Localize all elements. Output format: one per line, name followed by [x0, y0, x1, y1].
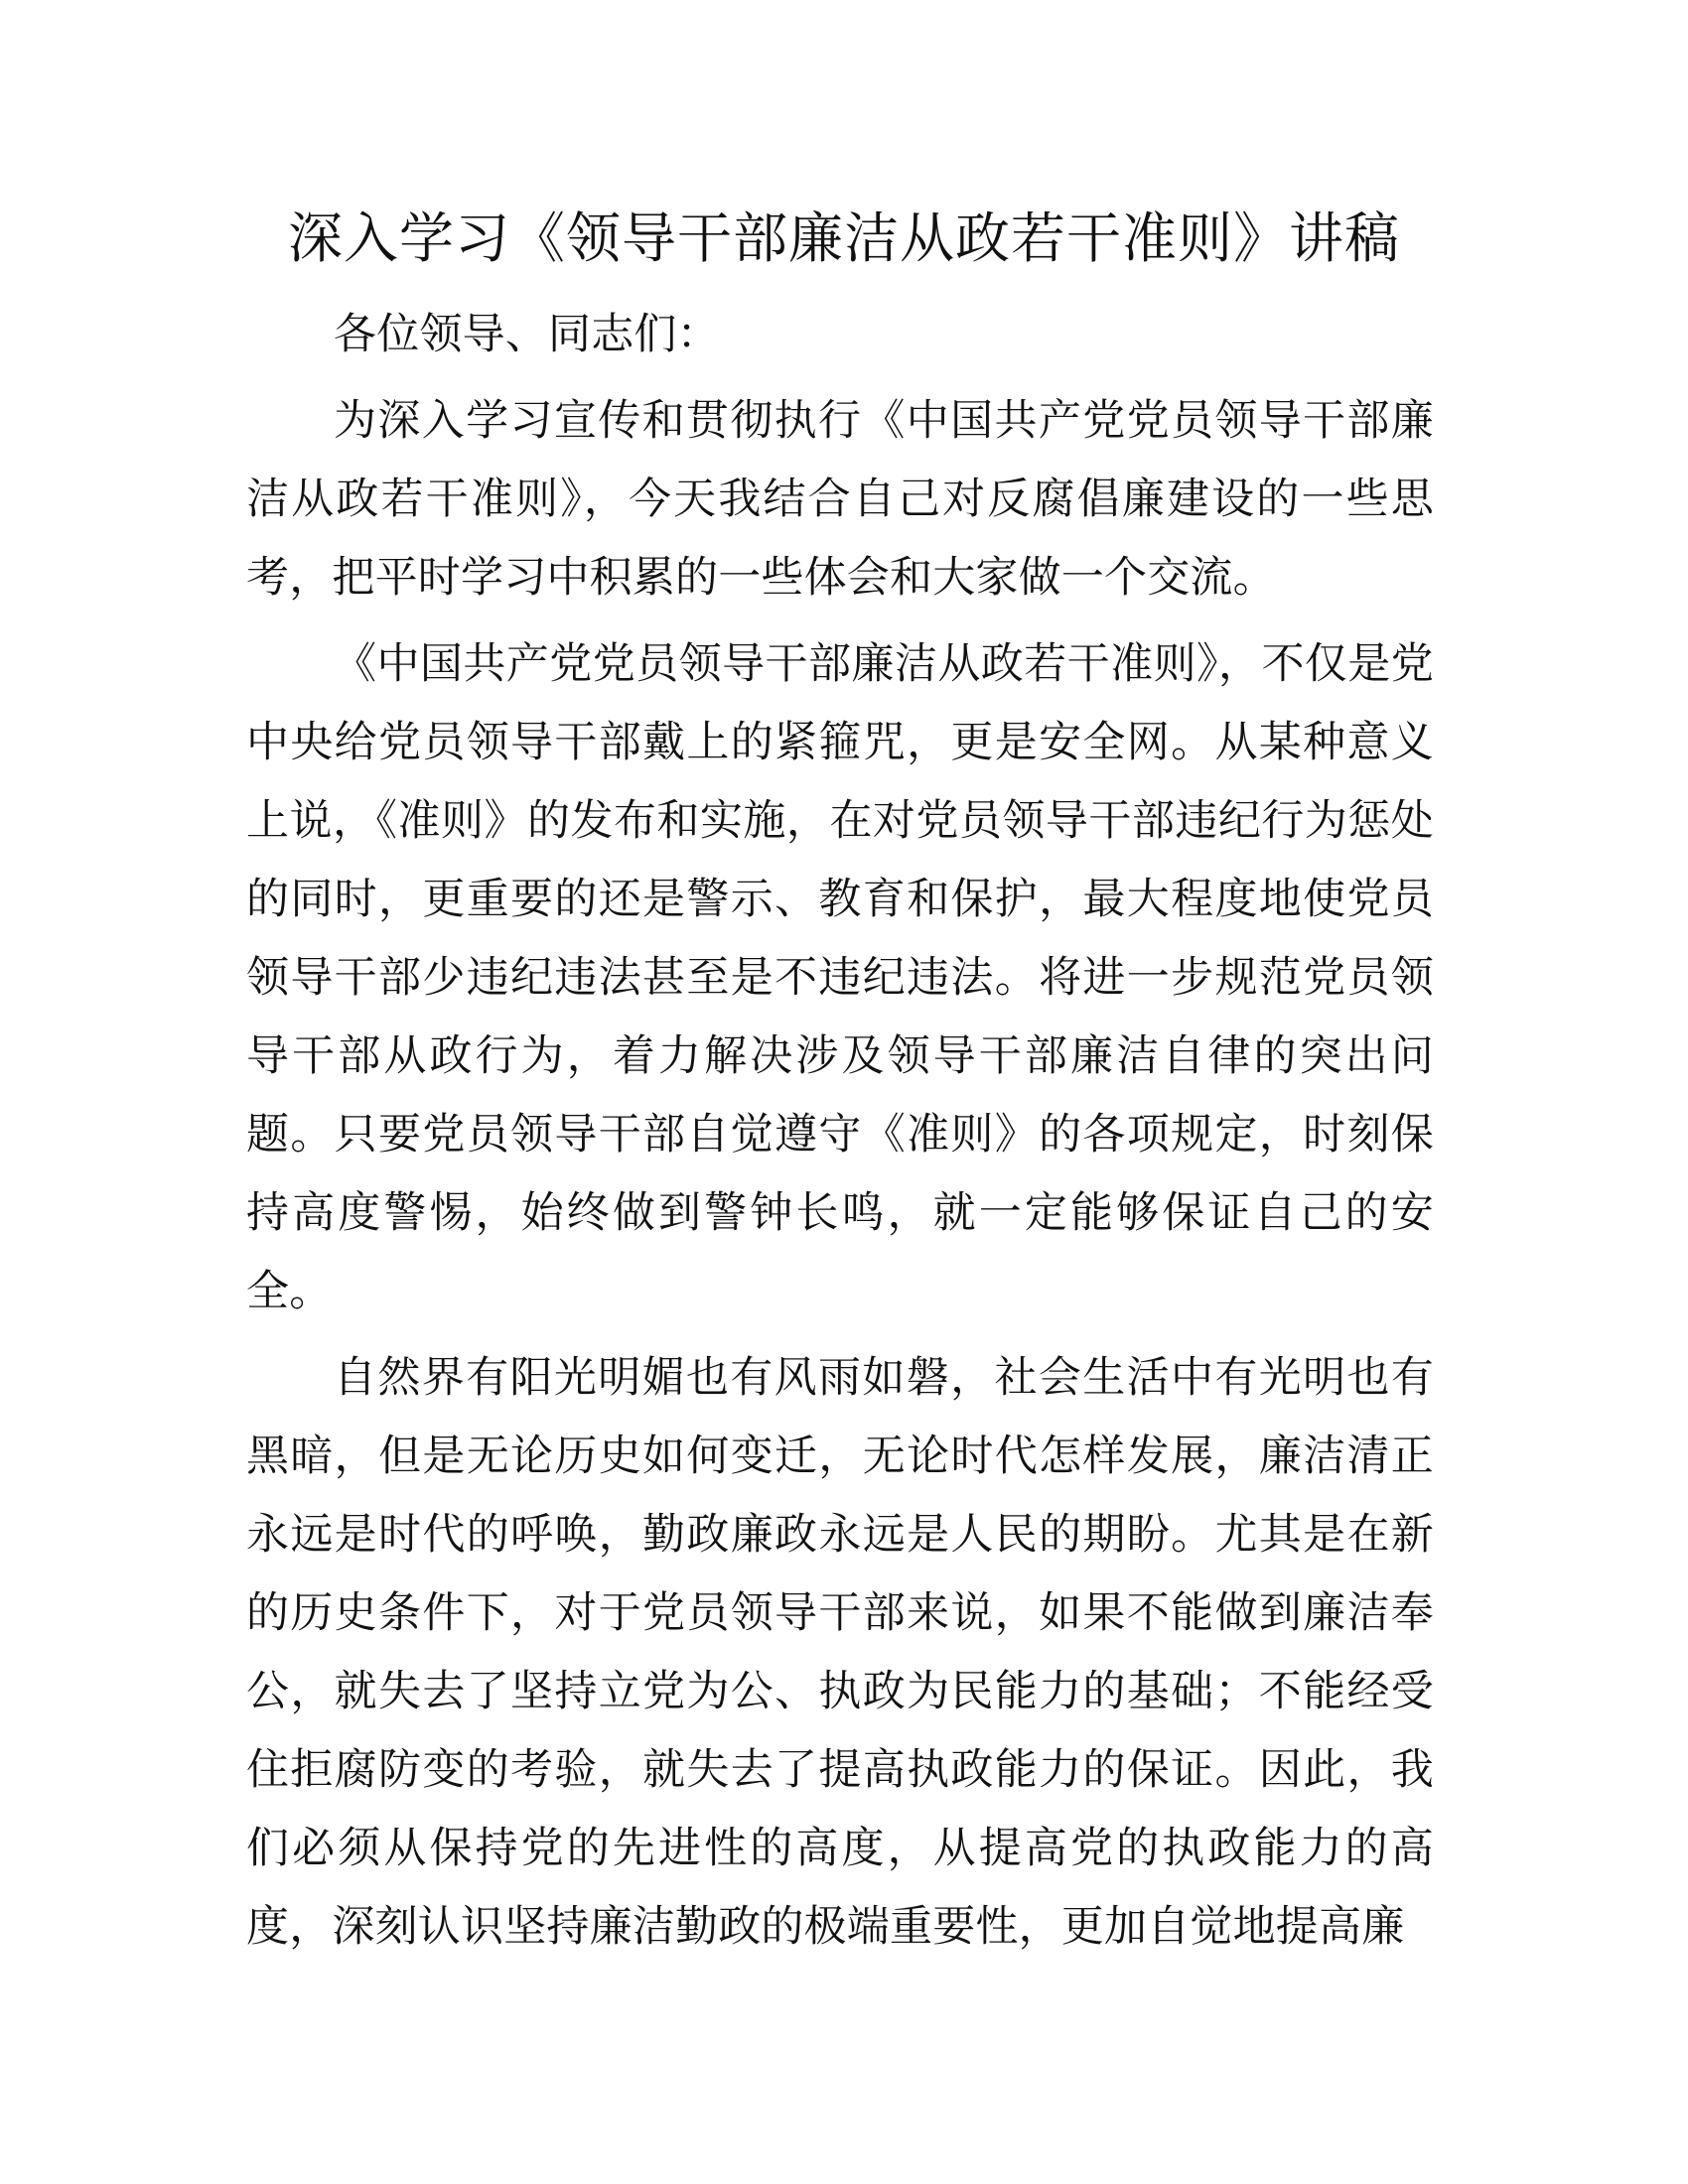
- paragraph-2: 《中国共产党党员领导干部廉洁从政若干准则》，不仅是党中央给党员领导干部戴上的紧箍咒，更是安全网。从某种意义上说，《准则》的发布和实施，在对党员领导干部违纪行为惩处的同时，更重要的还是警示、教育和保护，最大程度地使党员领导干部少违纪违法甚至是不违纪违法。将进一步规范党员领导干部从政行为，着力解决涉及领导干部廉洁自律的突出问题。只要党员领导干部自觉遵守《准则》的各项规定，时刻保持高度警惕，始终做到警钟长鸣，就一定能够保证自己的安全。: [246, 639, 1434, 1316]
- paragraph-1: 为深入学习宣传和贯彻执行《中国共产党党员领导干部廉洁从政若干准则》，今天我结合自己对反腐倡廉建设的一些思考，把平时学习中积累的一些体会和大家做一个交流。: [246, 396, 1434, 603]
- salutation: 各位领导、同志们：: [334, 310, 720, 359]
- paragraph-3: 自然界有阳光明媚也有风雨如磐，社会生活中有光明也有黑暗，但是无论历史如何变迁，无论时代怎样发展，廉洁清正永远是时代的呼唤，勤政廉政永远是人民的期盼。尤其是在新的历史条件下，对于党员领导干部来说，如果不能做到廉洁奉公，就失去了坚持立党为公、执政为民能力的基础；不能经受住拒腐防变的考验，就失去了提高执政能力的保证。因此，我们必须从保持党的先进性的高度，从提高党的执政能力的高度，深刻认识坚持廉洁勤政的极端重要性，更加自觉地提高廉: [246, 1353, 1434, 1952]
- document-body: [246, 296, 1434, 1967]
- document-title: 深入学习《领导干部廉洁从政若干准则》讲稿: [287, 206, 1400, 270]
